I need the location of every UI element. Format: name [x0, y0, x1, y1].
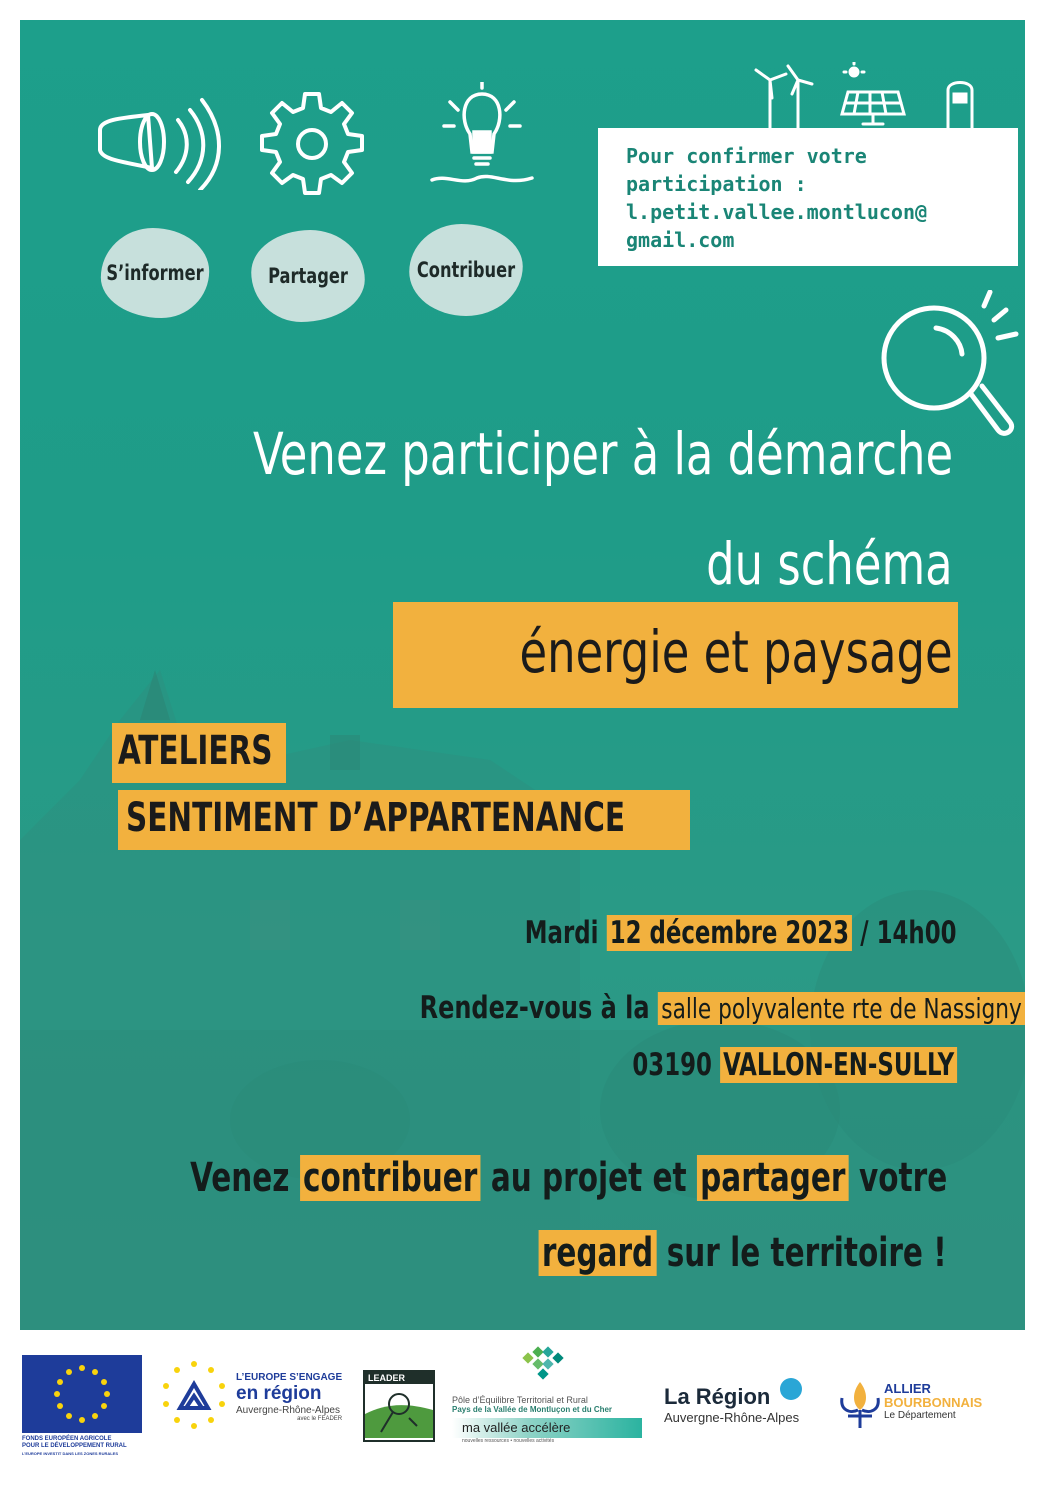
- title-line-1: Venez participer à la démarche: [252, 420, 953, 488]
- event-rdv: Rendez-vous à la: [419, 990, 650, 1026]
- europe-line: avec le FEADER: [297, 1416, 343, 1422]
- region-logo: [664, 1384, 802, 1425]
- cta-line-2: [539, 1230, 947, 1276]
- event-city: VALLON-EN-SULLY: [719, 1047, 957, 1083]
- petr-band: [452, 1418, 642, 1438]
- allier-logo: [884, 1382, 982, 1421]
- cta-highlight: regard: [539, 1230, 657, 1276]
- allier-line: ALLIER: [884, 1381, 931, 1396]
- region-subtitle: Auvergne-Rhône-Alpes: [664, 1410, 800, 1425]
- gear-icon: [256, 88, 368, 200]
- petr-logo: [452, 1395, 642, 1444]
- pill-label: Partager: [268, 264, 348, 288]
- fleur-de-lis-icon: [838, 1380, 882, 1430]
- allier-line: Le Département: [884, 1410, 956, 1421]
- title-line-3: énergie et paysage: [519, 618, 953, 686]
- eu-caption-line: POUR LE DÉVELOPPEMENT RURAL: [22, 1443, 127, 1449]
- confirm-text: Pour confirmer votre: [626, 144, 867, 168]
- cta-line-1: [190, 1155, 947, 1201]
- europe-line: Auvergne-Rhône-Alpes: [236, 1405, 340, 1416]
- petr-line: Pôle d’Équilibre Territorial et Rural: [452, 1395, 588, 1405]
- petr-line: Pays de la Vallée de Montluçon et du Cher: [452, 1405, 613, 1414]
- petr-line: nouvelles ressources • nouvelles activités: [462, 1438, 555, 1444]
- region-circle-icon: [780, 1378, 802, 1400]
- renewable-energy-icons: [748, 62, 993, 132]
- poster: [20, 20, 1025, 1330]
- email-address[interactable]: gmail.com: [626, 228, 735, 252]
- pill-sinformer: [101, 228, 209, 318]
- region-title: La Région: [664, 1384, 771, 1409]
- event-place: [419, 990, 1025, 1026]
- pill-label: S’informer: [106, 261, 204, 285]
- eu-flag-logo: [22, 1355, 142, 1433]
- cta-word: Venez: [189, 1155, 290, 1201]
- cta-highlight: partager: [697, 1155, 849, 1201]
- europe-line: en région: [236, 1383, 322, 1404]
- event-time: 14h00: [877, 915, 957, 951]
- petr-slogan: ma vallée accélère: [462, 1420, 571, 1435]
- eu-caption-line: FONDS EUROPÉEN AGRICOLE: [22, 1436, 112, 1442]
- event-date: [525, 915, 957, 951]
- event-day: Mardi: [525, 915, 599, 951]
- cta-word: au projet et: [490, 1155, 687, 1201]
- megaphone-icon: [90, 90, 230, 190]
- pill-label: Contribuer: [416, 258, 516, 282]
- ateliers-line-2: SENTIMENT D’APPARTENANCE: [126, 795, 626, 841]
- leader-net-icon: [365, 1384, 433, 1438]
- lightbulb-icon: [422, 82, 542, 192]
- event-address: [632, 1047, 957, 1083]
- partner-logos: [0, 1340, 1050, 1470]
- eu-stars-icon: [22, 1355, 142, 1433]
- eu-caption: [22, 1436, 152, 1457]
- cta-highlight: contribuer: [299, 1155, 480, 1201]
- ateliers-line-1: ATELIERS: [118, 728, 273, 774]
- cta-word: votre: [858, 1155, 947, 1201]
- allier-line: BOURBONNAIS: [884, 1395, 983, 1410]
- vallee-mosaic-icon: [522, 1346, 566, 1382]
- europe-region-logo: [236, 1372, 342, 1422]
- confirm-text: participation :: [626, 172, 807, 196]
- eu-caption-line: L’EUROPE INVESTIT DANS LES ZONES RURALES: [22, 1451, 119, 1456]
- event-postcode: 03190: [631, 1047, 712, 1083]
- event-separator: /: [860, 915, 870, 951]
- leader-logo: [363, 1370, 435, 1442]
- event-date-value: 12 décembre 2023: [607, 915, 853, 951]
- europe-line: L’EUROPE S’ENGAGE: [236, 1372, 343, 1383]
- europe-region-emblem-icon: [156, 1358, 232, 1430]
- confirmation-box: [598, 128, 1018, 266]
- cta-word: sur le territoire !: [667, 1230, 947, 1276]
- leader-label: LEADER: [365, 1372, 433, 1384]
- title-line-2: du schéma: [706, 530, 953, 598]
- pill-partager: [251, 230, 365, 322]
- email-address[interactable]: l.petit.vallee.montlucon@: [626, 200, 928, 224]
- event-place-value: salle polyvalente rte de Nassigny: [658, 992, 1025, 1025]
